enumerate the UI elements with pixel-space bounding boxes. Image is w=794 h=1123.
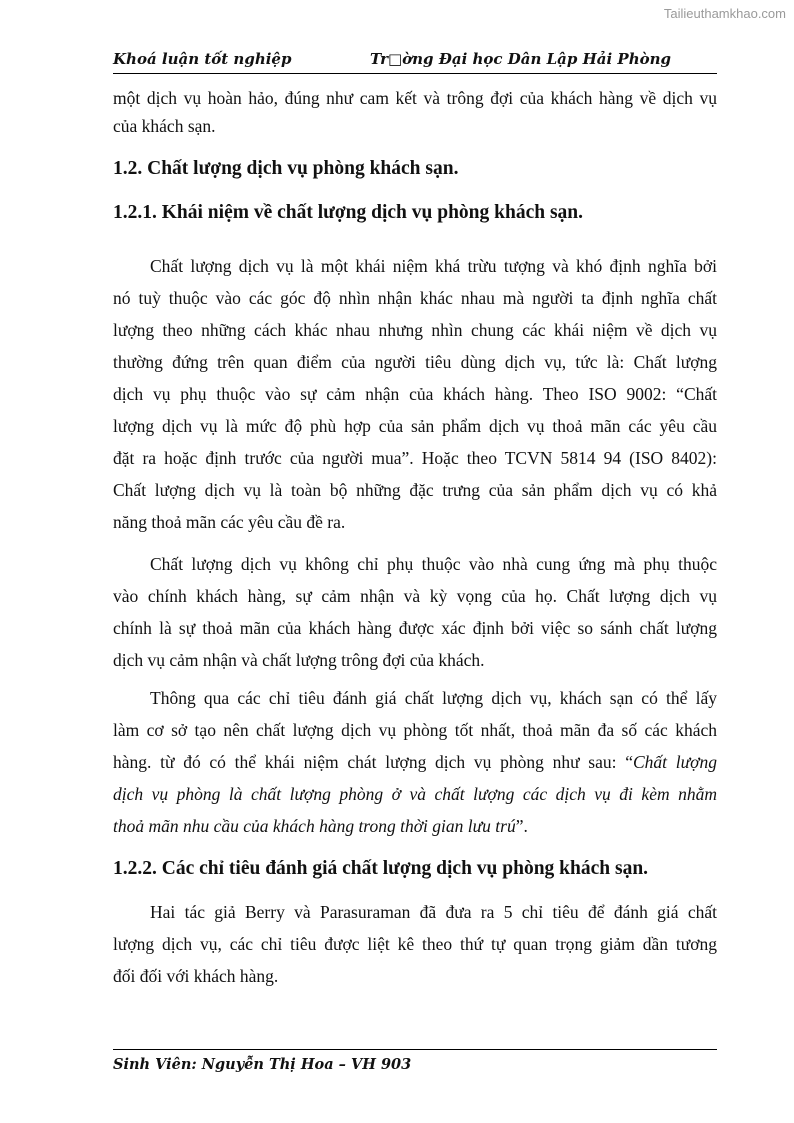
text: một dịch vụ hoàn hảo, đúng như cam kết và trông đợi của khách hàng về dịch vụ xyxy=(113,88,717,108)
text: đối đối với khách hàng. xyxy=(113,966,279,986)
text: vào chính khách hàng, sự cảm nhận và kỳ vọng của họ. Chất lượng dịch vụ xyxy=(113,586,717,606)
text: dịch vụ phụ thuộc vào sự cảm nhận của khách hàng. Theo ISO 9002: “Chất xyxy=(113,384,717,404)
paragraph-line xyxy=(113,934,717,955)
paragraph-line xyxy=(113,88,717,109)
paragraph-line xyxy=(113,650,717,671)
italic-text: Chất lượng xyxy=(633,752,718,772)
paragraph-line xyxy=(113,512,717,533)
text: hàng. từ đó có thể khái niệm chát lượng dịch vụ phòng như sau: “ xyxy=(113,752,633,772)
paragraph-line xyxy=(113,448,717,469)
paragraph-line xyxy=(113,816,717,837)
text: lượng theo những cách khác nhau nhưng nhìn chung các khái niệm về dịch vụ xyxy=(113,320,717,340)
footer-text: Sinh Viên: Nguyễn Thị Hoa – VH 903 xyxy=(113,1056,412,1073)
paragraph-line xyxy=(113,352,717,373)
section-heading: 1.2.1. Khái niệm về chất lượng dịch vụ phòng khách sạn. xyxy=(113,202,584,223)
text: ”. xyxy=(515,816,528,836)
paragraph-line xyxy=(113,116,717,137)
paragraph-line xyxy=(113,480,717,501)
paragraph-line xyxy=(113,416,717,437)
paragraph-line xyxy=(113,752,717,773)
paragraph-line xyxy=(113,618,717,639)
text: thường đứng trên quan điểm của người tiêu dùng dịch vụ, tức là: Chất lượng xyxy=(113,352,717,372)
watermark: Tailieuthamkhao.com xyxy=(663,6,786,21)
section-heading: 1.2. Chất lượng dịch vụ phòng khách sạn. xyxy=(113,158,459,179)
section-heading: 1.2.2. Các chỉ tiêu đánh giá chất lượng dịch vụ phòng khách sạn. xyxy=(113,858,649,879)
footer-rule xyxy=(113,1049,717,1050)
paragraph-line xyxy=(113,288,717,309)
text: dịch vụ cảm nhận và chất lượng trông đợi của khách. xyxy=(113,650,485,670)
paragraph-line xyxy=(150,256,717,277)
header-right: Tr□ờng Đại học Dân Lập Hải Phòng xyxy=(370,50,672,68)
paragraph-line xyxy=(150,902,717,923)
text: lượng dịch vụ là mức độ phù hợp của sản phẩm dịch vụ thoả mãn các yêu cầu xyxy=(113,416,717,436)
text: chính là sự thoả mãn của khách hàng được xác định bởi việc so sánh chất lượng xyxy=(113,618,717,638)
text: năng thoả mãn các yêu cầu đề ra. xyxy=(113,512,346,532)
text: Hai tác giả Berry và Parasuraman đã đưa ra 5 chỉ tiêu để đánh giá chất xyxy=(150,902,717,922)
paragraph-line xyxy=(113,966,717,987)
header-left: Khoá luận tốt nghiệp xyxy=(113,50,292,68)
text: của khách sạn. xyxy=(113,116,216,136)
text: Thông qua các chỉ tiêu đánh giá chất lượng dịch vụ, khách sạn có thể lấy xyxy=(150,688,717,708)
paragraph-line xyxy=(113,586,717,607)
paragraph-line xyxy=(113,720,717,741)
paragraph-line xyxy=(113,784,717,805)
text: đặt ra hoặc định trước của người mua”. Hoặc theo TCVN 5814 94 (ISO 8402): xyxy=(113,448,717,468)
paragraph-line xyxy=(113,320,717,341)
paragraph-line xyxy=(150,554,717,575)
text: Chất lượng dịch vụ là một khái niệm khá trừu tượng và khó định nghĩa bởi xyxy=(150,256,717,276)
paragraph-line xyxy=(150,688,717,709)
text: Chất lượng dịch vụ không chỉ phụ thuộc vào nhà cung ứng mà phụ thuộc xyxy=(150,554,717,574)
header-rule xyxy=(113,73,717,74)
italic-text: dịch vụ phòng là chất lượng phòng ở và chất lượng các dịch vụ đi kèm nhằm xyxy=(113,784,717,804)
italic-text: thoả mãn nhu cầu của khách hàng trong thời gian lưu trú xyxy=(113,816,516,836)
text: Chất lượng dịch vụ là toàn bộ những đặc trưng của sản phẩm dịch vụ có khả xyxy=(113,480,717,500)
text: lượng dịch vụ, các chỉ tiêu được liệt kê theo thứ tự quan trọng giảm dần tương xyxy=(113,934,717,954)
paragraph-line xyxy=(113,384,717,405)
text: nó tuỳ thuộc vào các góc độ nhìn nhận khác nhau mà người ta định nghĩa chất xyxy=(113,288,717,308)
text: làm cơ sở tạo nên chất lượng dịch vụ phòng tốt nhất, thoả mãn đa số các khách xyxy=(113,720,717,740)
